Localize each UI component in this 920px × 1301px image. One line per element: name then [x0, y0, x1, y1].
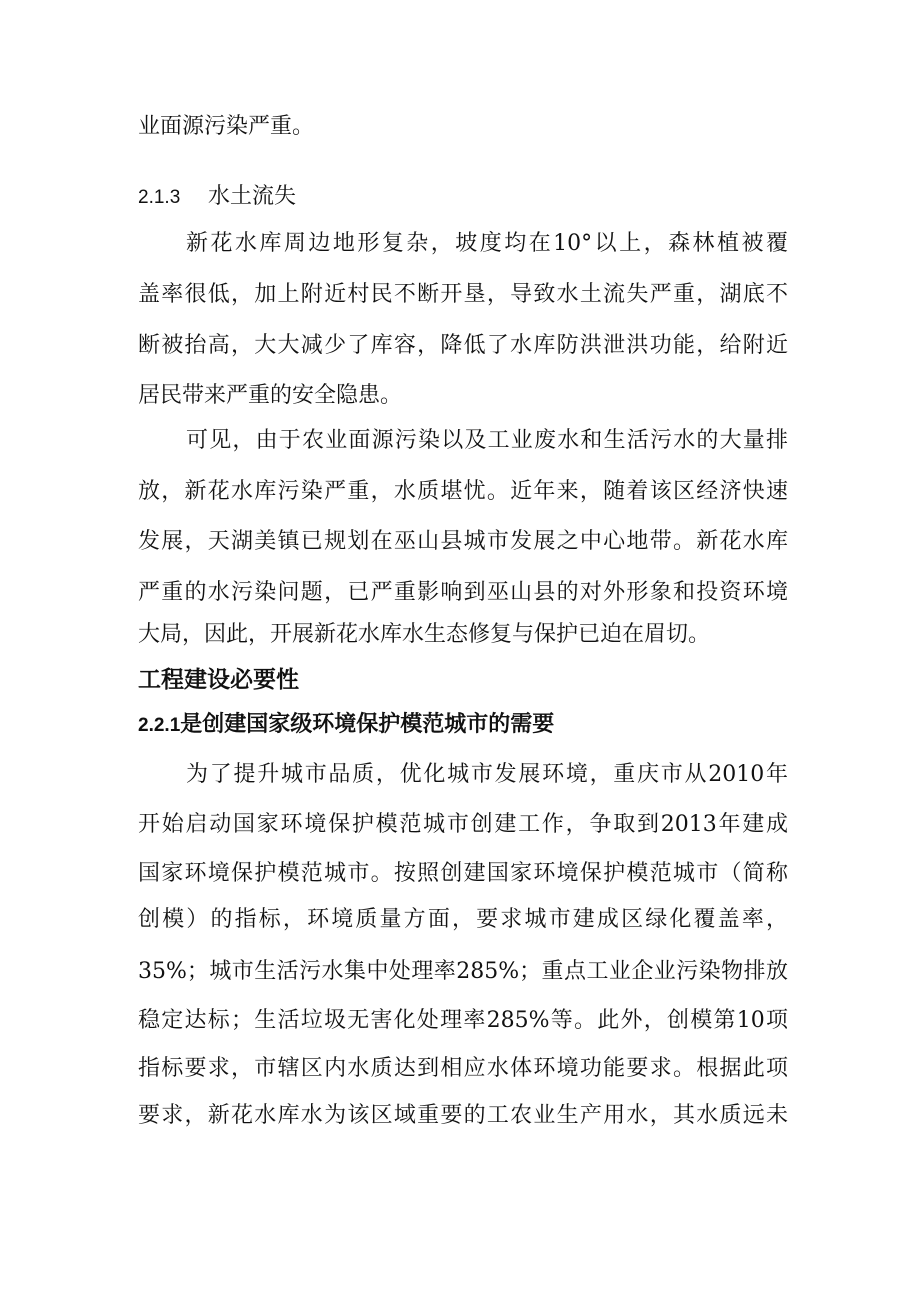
paragraph-line: 新花水库周边地形复杂，坡度均在10°以上，森林植被覆	[186, 231, 788, 256]
paragraph-line: 大局，因此，开展新花水库水生态修复与保护已迫在眉切。	[138, 622, 711, 647]
paragraph-line: 要求，新花水库水为该区域重要的工农业生产用水，其水质远未	[138, 1103, 788, 1128]
paragraph-line: 开始启动国家环境保护模范城市创建工作，争取到2013年建成	[138, 812, 788, 837]
intro-fragment: 业面源污染严重。	[138, 114, 315, 139]
section-number: 2.2.1	[138, 715, 181, 736]
paragraph-line: 指标要求，市辖区内水质达到相应水体环境功能要求。根据此项	[138, 1056, 788, 1081]
paragraph-line: 严重的水污染问题，已严重影响到巫山县的对外形象和投资环境	[138, 580, 788, 605]
paragraph-line: 国家环境保护模范城市。按照创建国家环境保护模范城市（简称	[138, 861, 788, 886]
paragraph-line: 可见，由于农业面源污染以及工业废水和生活污水的大量排	[186, 428, 788, 453]
section-heading-2-2-1	[138, 710, 788, 741]
paragraph-line: 35%；城市生活污水集中处理率285%；重点工业企业污染物排放	[138, 959, 788, 984]
section-heading-2-1-3	[138, 181, 788, 213]
paragraph-line: 发展，天湖美镇已规划在巫山县城市发展之中心地带。新花水库	[138, 529, 788, 554]
section-title: 水土流失	[208, 184, 297, 209]
section-title: 是创建国家级环境保护模范城市的需要	[180, 712, 555, 737]
paragraph-line: 为了提升城市品质，优化城市发展环境，重庆市从2010年	[186, 762, 788, 787]
paragraph-line: 创模）的指标，环境质量方面，要求城市建成区绿化覆盖率，	[138, 907, 788, 932]
section-heading-2-2: 工程建设必要性	[138, 667, 299, 693]
paragraph-line: 断被抬高，大大减少了库容，降低了水库防洪泄洪功能，给附近	[138, 333, 788, 358]
paragraph-line: 居民带来严重的安全隐患。	[138, 383, 403, 408]
paragraph-line: 盖率很低，加上附近村民不断开垦，导致水土流失严重，湖底不	[138, 282, 788, 307]
section-number: 2.1.3	[138, 187, 181, 208]
paragraph-line: 稳定达标；生活垃圾无害化处理率285%等。此外，创模第10项	[138, 1008, 788, 1033]
paragraph-line: 放，新花水库污染严重，水质堪忧。近年来，随着该区经济快速	[138, 479, 788, 504]
